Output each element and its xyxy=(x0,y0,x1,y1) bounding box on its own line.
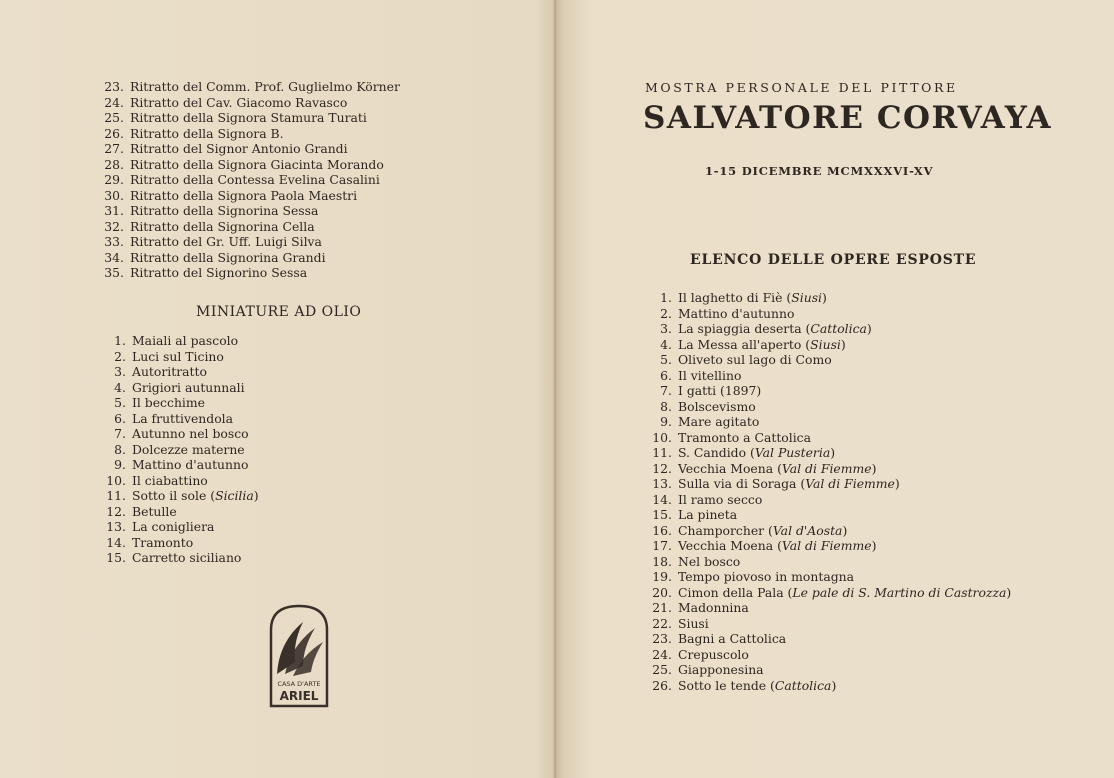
item-title: Tramonto xyxy=(132,534,194,550)
portrait-item xyxy=(98,79,400,95)
item-title: La Messa all'aperto xyxy=(678,336,802,352)
item-number: 14. xyxy=(106,534,126,550)
item-number: 9. xyxy=(114,457,126,472)
item-title: Sotto le tende xyxy=(678,677,767,693)
work-item xyxy=(646,368,1011,384)
item-title: Betulle xyxy=(132,503,177,519)
item-place: Cattolica xyxy=(774,677,832,693)
item-number: 7. xyxy=(660,383,672,398)
item-title: Ritratto della Signora Stamura Turati xyxy=(130,110,367,125)
exhibition-dates: 1-15 DICEMBRE MCMXXXVI-XV xyxy=(705,164,934,178)
item-number: 3. xyxy=(660,321,672,336)
item-number: 6. xyxy=(114,410,126,426)
artist-name: SALVATORE CORVAYA xyxy=(643,100,1053,136)
item-number: 3. xyxy=(114,364,126,379)
item-title: Ritratto della Signora Paola Maestri xyxy=(130,187,358,203)
exhibition-subtitle: MOSTRA PERSONALE DEL PITTORE xyxy=(645,80,958,95)
miniature-item xyxy=(104,364,259,380)
item-title: Mattino d'autunno xyxy=(678,305,795,321)
item-number: 9. xyxy=(660,414,672,429)
work-item: 13. Sulla via di Soraga (Val di Fiemme) xyxy=(646,476,1011,492)
item-number: 25. xyxy=(652,662,672,677)
item-title: Dolcezze materne xyxy=(132,441,245,457)
miniature-item xyxy=(104,473,259,489)
portrait-item xyxy=(98,188,400,204)
item-number: 34. xyxy=(104,249,124,265)
item-number: 8. xyxy=(114,441,126,457)
item-number: 10. xyxy=(652,429,672,445)
work-item xyxy=(646,383,1011,399)
item-title: Il laghetto di Fiè xyxy=(678,290,783,305)
work-item: 16. Champorcher (Val d'Aosta) xyxy=(646,523,1011,539)
work-item: 4. La Messa all'aperto (Siusi) xyxy=(646,337,1011,353)
item-title: Mattino d'autunno xyxy=(132,457,249,472)
portrait-item xyxy=(98,265,400,281)
ariel-logo xyxy=(263,602,335,708)
item-title: Ritratto della Signora Giacinta Morando xyxy=(130,156,384,172)
portrait-item xyxy=(98,141,400,157)
item-number: 14. xyxy=(652,491,672,507)
item-place: Val di Fiemme xyxy=(781,538,872,553)
portrait-item xyxy=(98,95,400,111)
work-item xyxy=(646,352,1011,368)
portrait-item xyxy=(98,234,400,250)
work-item: 1. Il laghetto di Fiè (Siusi) xyxy=(646,290,1011,306)
miniature-item xyxy=(104,519,259,535)
work-item xyxy=(646,414,1011,430)
winged-emblem-icon xyxy=(263,602,335,708)
item-title: Ritratto del Cav. Giacomo Ravasco xyxy=(130,94,348,110)
item-title: La fruttivendola xyxy=(132,410,234,426)
item-place: Val di Fiemme xyxy=(781,460,872,476)
miniature-item xyxy=(104,535,259,551)
item-number: 26. xyxy=(104,125,124,141)
work-item xyxy=(646,492,1011,508)
item-title: I gatti (1897) xyxy=(678,383,762,398)
miniature-item xyxy=(104,504,259,520)
portrait-item xyxy=(98,219,400,235)
item-number: 1. xyxy=(114,333,126,348)
work-item xyxy=(646,616,1011,632)
item-number: 35. xyxy=(104,265,124,280)
item-number: 1. xyxy=(660,290,672,305)
work-item xyxy=(646,399,1011,415)
portrait-item xyxy=(98,172,400,188)
work-item xyxy=(646,554,1011,570)
item-number: 15. xyxy=(106,550,126,565)
item-title: Autoritratto xyxy=(132,364,207,379)
item-number: 2. xyxy=(114,348,126,364)
item-number: 8. xyxy=(660,398,672,414)
item-number: 4. xyxy=(660,336,672,352)
miniature-item xyxy=(104,457,259,473)
item-title: Crepuscolo xyxy=(678,646,749,662)
portrait-item xyxy=(98,110,400,126)
item-title: Il becchime xyxy=(132,395,205,410)
works-heading: ELENCO DELLE OPERE ESPOSTE xyxy=(690,252,977,268)
item-place: Siusi xyxy=(791,290,823,305)
item-title: Ritratto della Signora B. xyxy=(130,125,284,141)
portrait-item xyxy=(98,157,400,173)
works-list xyxy=(646,290,1011,693)
work-item xyxy=(646,631,1011,647)
item-number: 19. xyxy=(652,569,672,584)
item-number: 5. xyxy=(660,352,672,367)
item-title: Grigiori autunnali xyxy=(132,379,245,395)
miniature-item xyxy=(104,442,259,458)
work-item xyxy=(646,647,1011,663)
item-number: 23. xyxy=(104,79,124,94)
miniature-item xyxy=(104,395,259,411)
item-place: Sicilia xyxy=(215,488,254,503)
item-title: Mare agitato xyxy=(678,414,760,429)
item-number: 12. xyxy=(652,460,672,476)
item-title: Tempo piovoso in montagna xyxy=(678,569,855,584)
miniature-item xyxy=(104,550,259,566)
item-title: Tramonto a Cattolica xyxy=(678,429,812,445)
item-title: La conigliera xyxy=(132,519,215,534)
work-item: 12. Vecchia Moena (Val di Fiemme) xyxy=(646,461,1011,477)
work-item: 20. Cimon della Pala (Le pale di S. Martino di Castrozza) xyxy=(646,585,1011,601)
work-item: 17. Vecchia Moena (Val di Fiemme) xyxy=(646,538,1011,554)
item-title: Il vitellino xyxy=(678,367,742,383)
item-number: 13. xyxy=(106,519,126,534)
item-title: Maiali al pascolo xyxy=(132,333,239,348)
item-number: 30. xyxy=(104,187,124,203)
miniature-item xyxy=(104,426,259,442)
item-number: 33. xyxy=(104,234,124,249)
item-title: Ritratto del Comm. Prof. Guglielmo Körner xyxy=(130,79,400,94)
item-title: Autunno nel bosco xyxy=(132,426,249,441)
item-place: Siusi xyxy=(810,336,841,352)
item-title: La pineta xyxy=(678,507,738,522)
item-number: 11. xyxy=(106,488,126,503)
item-number: 26. xyxy=(652,677,672,693)
item-title: Sotto il sole xyxy=(132,488,207,503)
item-number: 7. xyxy=(114,426,126,441)
item-title: Ritratto del Gr. Uff. Luigi Silva xyxy=(130,234,322,249)
item-number: 32. xyxy=(104,218,124,234)
work-item xyxy=(646,507,1011,523)
item-title: Nel bosco xyxy=(678,553,741,569)
miniatures-heading: MINIATURE AD OLIO xyxy=(196,304,362,320)
item-number: 24. xyxy=(104,94,124,110)
item-number: 5. xyxy=(114,395,126,410)
item-number: 23. xyxy=(652,631,672,646)
item-number: 24. xyxy=(652,646,672,662)
miniature-item xyxy=(104,411,259,427)
item-number: 10. xyxy=(106,472,126,488)
item-title: Cimon della Pala xyxy=(678,584,784,600)
item-title: Il ramo secco xyxy=(678,491,763,507)
item-place: Val Pusteria xyxy=(754,445,831,460)
item-place: Val di Fiemme xyxy=(805,476,895,491)
item-number: 13. xyxy=(652,476,672,491)
item-title: Ritratto della Contessa Evelina Casalini xyxy=(130,172,380,187)
miniatures-list xyxy=(104,333,259,566)
item-title: Il ciabattino xyxy=(132,472,208,488)
portraits-list xyxy=(98,79,400,281)
miniature-item: 11. Sotto il sole (Sicilia) xyxy=(104,488,259,504)
item-title: Bagni a Cattolica xyxy=(678,631,787,646)
item-title: Madonnina xyxy=(678,600,749,615)
item-number: 2. xyxy=(660,305,672,321)
item-number: 16. xyxy=(652,522,672,538)
item-place: Le pale di S. Martino di Castrozza xyxy=(792,584,1007,600)
item-title: Bolscevismo xyxy=(678,398,756,414)
item-title: Champorcher xyxy=(678,522,765,538)
work-item: 3. La spiaggia deserta (Cattolica) xyxy=(646,321,1011,337)
work-item xyxy=(646,306,1011,322)
item-title: Ritratto della Signorina Cella xyxy=(130,218,315,234)
portrait-item xyxy=(98,126,400,142)
miniature-item xyxy=(104,380,259,396)
item-title: S. Candido xyxy=(678,445,747,460)
work-item xyxy=(646,662,1011,678)
item-place: Cattolica xyxy=(810,321,867,336)
item-title: La spiaggia deserta xyxy=(678,321,802,336)
item-title: Vecchia Moena xyxy=(678,538,774,553)
item-number: 12. xyxy=(106,503,126,519)
item-place: Val d'Aosta xyxy=(772,522,843,538)
item-number: 31. xyxy=(104,203,124,218)
item-title: Ritratto della Signorina Sessa xyxy=(130,203,319,218)
item-number: 20. xyxy=(652,584,672,600)
work-item xyxy=(646,430,1011,446)
work-item: 11. S. Candido (Val Pusteria) xyxy=(646,445,1011,461)
item-number: 18. xyxy=(652,553,672,569)
item-title: Carretto siciliano xyxy=(132,550,242,565)
item-title: Oliveto sul lago di Como xyxy=(678,352,832,367)
item-number: 15. xyxy=(652,507,672,522)
item-title: Ritratto del Signorino Sessa xyxy=(130,265,308,280)
item-number: 27. xyxy=(104,141,124,156)
item-title: Ritratto del Signor Antonio Grandi xyxy=(130,141,348,156)
miniature-item xyxy=(104,333,259,349)
miniature-item xyxy=(104,349,259,365)
item-title: Ritratto della Signorina Grandi xyxy=(130,249,326,265)
left-page xyxy=(0,0,556,778)
item-number: 6. xyxy=(660,367,672,383)
item-number: 25. xyxy=(104,110,124,125)
item-number: 21. xyxy=(652,600,672,615)
item-number: 28. xyxy=(104,156,124,172)
work-item xyxy=(646,569,1011,585)
portrait-item xyxy=(98,203,400,219)
item-title: Sulla via di Soraga xyxy=(678,476,797,491)
logo-name: ARIEL xyxy=(279,689,319,703)
item-number: 11. xyxy=(652,445,672,460)
item-number: 29. xyxy=(104,172,124,187)
item-number: 22. xyxy=(652,615,672,631)
work-item xyxy=(646,600,1011,616)
portrait-item xyxy=(98,250,400,266)
item-title: Vecchia Moena xyxy=(678,460,774,476)
logo-caption: CASA D'ARTE xyxy=(277,680,321,688)
item-number: 4. xyxy=(114,379,126,395)
item-number: 17. xyxy=(652,538,672,553)
item-title: Siusi xyxy=(678,615,709,631)
item-title: Luci sul Ticino xyxy=(132,348,224,364)
item-title: Giapponesina xyxy=(678,662,764,677)
work-item: 26. Sotto le tende (Cattolica) xyxy=(646,678,1011,694)
